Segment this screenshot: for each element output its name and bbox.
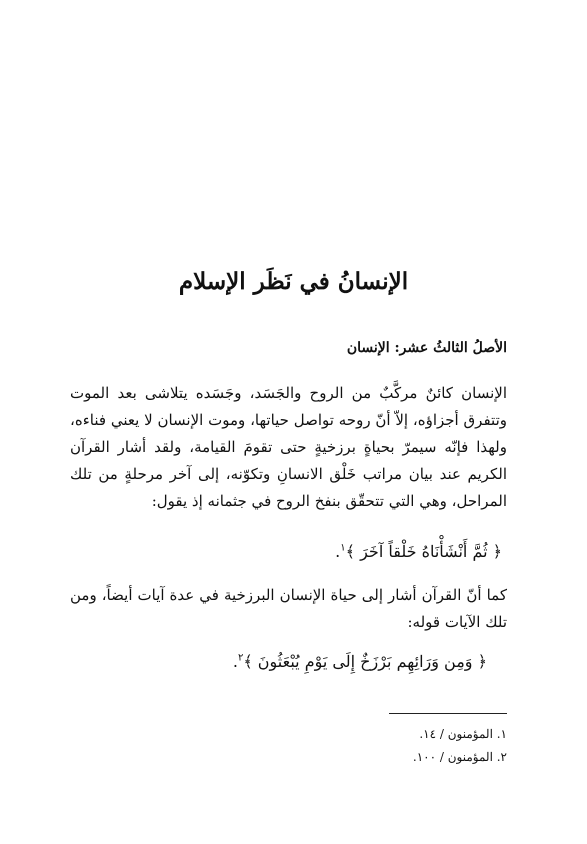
footnote-1: ١. المؤمنون / ١٤. <box>419 727 507 741</box>
body-paragraph-1: الإنسان كائنٌ مركَّبٌ من الروح والجَسَد، وجَسَده يتلاشى بعد الموت وتتفرق أجزاؤه، إلاّ أنّ روحه تواصل حياتها، وموت الإنسان لا يعني فناءه، ولهذا فإنّه سيمرّ بحياةٍ برزخيةٍ حتى تقومَ القيامة، ولقد أشار القرآن الكريم عند بيان مراتب خَلْق الانسانِ وتكوّنه، إلى آخر مرحلةٍ من تلك المراحل، وهي التي تتحقّق بنفخ الروح في جثمانه إذ يقول: <box>70 384 507 510</box>
footnote-marker: ٢ <box>237 652 244 664</box>
page-title: الإنسانُ في نَظَر الإسلام <box>178 268 409 295</box>
quote-text: ﴿ ثُمَّ أَنْشَأْنَاهُ خَلْقاً آخَرَ ﴾ <box>345 542 502 561</box>
quran-quote-2: ﴿ وَمِن وَرَائِهِم بَرْزَخٌ إِلَى يَوْمِ يُبْعَثُونَ ﴾$^٢$. <box>232 652 487 671</box>
quran-quote-1: ﴿ ثُمَّ أَنْشَأْنَاهُ خَلْقاً آخَرَ ﴾$^١$. <box>335 542 502 561</box>
footnote-2: ٢. المؤمنون / ١٠٠. <box>412 750 507 764</box>
section-heading: الأصلُ الثالثُ عشر: الإنسان <box>346 340 507 356</box>
body-paragraph-2: كما أنّ القرآن أشار إلى حياة الإنسان البرزخية في عدة آيات أيضاً، ومن تلك الآيات قوله: <box>70 586 507 631</box>
footnote-marker: ١ <box>340 542 346 554</box>
footnote-divider <box>389 713 507 714</box>
quote-text: ﴿ وَمِن وَرَائِهِم بَرْزَخٌ إِلَى يَوْمِ يُبْعَثُونَ ﴾ <box>243 652 487 671</box>
